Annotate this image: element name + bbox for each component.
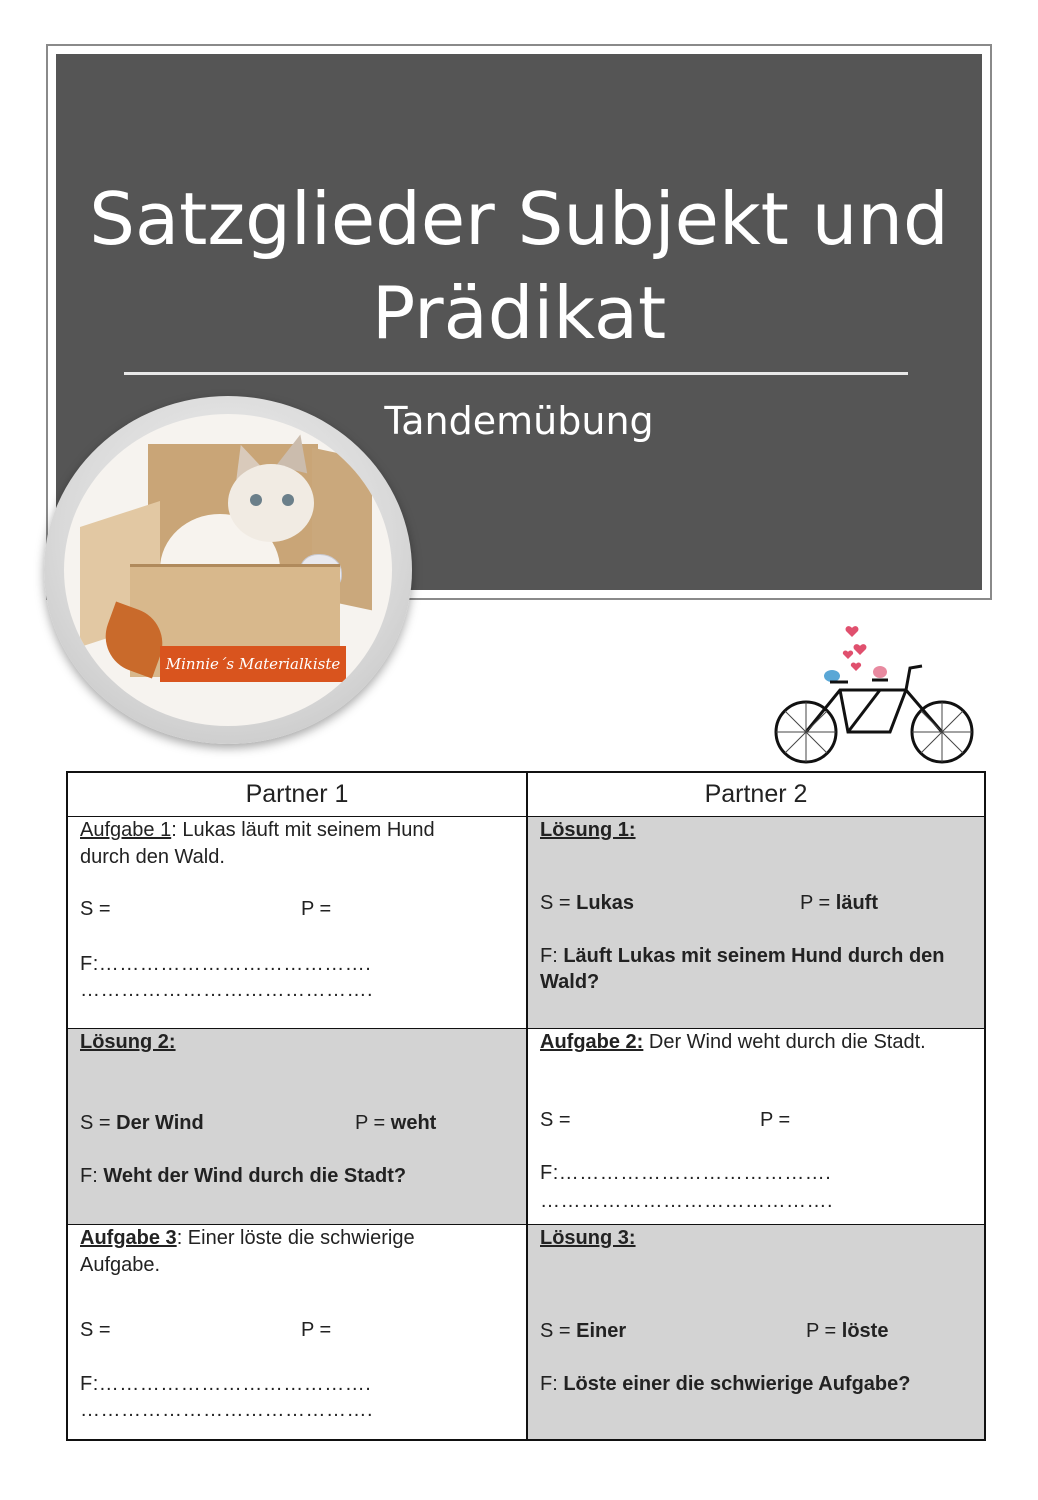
subject-blank: S = <box>80 1319 111 1341</box>
task-heading: Aufgabe 2: <box>540 1031 644 1053</box>
tandem-exercise-table <box>66 771 986 1441</box>
solution-cell-2 <box>68 1029 526 1225</box>
predicate-blank: P = <box>760 1109 791 1131</box>
column-divider <box>526 773 528 1439</box>
question-blank-line-1: F:…………………………………. <box>80 953 372 975</box>
solution-heading: Lösung 1: <box>540 819 636 841</box>
subject-blank: S = <box>540 1109 571 1131</box>
title-divider <box>124 372 908 375</box>
title-line-2: Prädikat <box>371 271 667 355</box>
question-answer: F: Löste einer die schwierige Aufgabe? <box>540 1373 911 1395</box>
page-subtitle: Tandemübung <box>384 399 654 443</box>
task-sentence: : Einer löste die schwierige <box>176 1227 415 1249</box>
question-blank-line-2: ……………………………………. <box>80 979 374 1001</box>
logo-badge <box>44 396 412 744</box>
question-blank-line-2: ……………………………………. <box>80 1399 374 1421</box>
tandem-bike-icon <box>770 620 982 770</box>
solution-heading: Lösung 3: <box>540 1227 636 1249</box>
question-blank-line-1: F:…………………………………. <box>80 1373 372 1395</box>
question-blank-line-2: ……………………………………. <box>540 1190 834 1212</box>
subject-answer: S = Lukas <box>540 892 634 914</box>
question-answer: F: Weht der Wind durch die Stadt? <box>80 1165 407 1187</box>
solution-heading: Lösung 2: <box>80 1031 176 1053</box>
task-cell-3 <box>68 1225 526 1439</box>
task-cell-1 <box>68 817 526 1029</box>
subject-blank: S = <box>80 898 111 920</box>
task-sentence-continued: Aufgabe. <box>80 1254 161 1276</box>
task-heading: Aufgabe 1 <box>80 819 172 841</box>
predicate-answer: P = weht <box>355 1112 437 1134</box>
task-sentence-continued: durch den Wald. <box>80 846 225 868</box>
logo-label: Minnie´s Materialkiste <box>160 646 346 682</box>
page-title <box>56 172 982 360</box>
task-sentence: Der Wind weht durch die Stadt. <box>643 1031 926 1053</box>
column-header-partner-1: Partner 1 <box>68 773 526 817</box>
kitten-in-box-picture <box>64 414 392 726</box>
predicate-answer: P = läuft <box>800 892 878 914</box>
subject-answer: S = Einer <box>540 1320 627 1342</box>
column-header-partner-2: Partner 2 <box>528 773 984 817</box>
question-blank-line-1: F:…………………………………. <box>540 1162 832 1184</box>
question-answer: F: Läuft Lukas mit seinem Hund durch den <box>540 945 945 967</box>
solution-cell-1 <box>528 817 984 1029</box>
solution-cell-3 <box>528 1225 984 1439</box>
task-cell-2 <box>528 1029 984 1225</box>
task-heading: Aufgabe 3 <box>80 1227 177 1249</box>
title-line-1: Satzglieder Subjekt und <box>89 177 949 261</box>
predicate-answer: P = löste <box>806 1320 889 1342</box>
subject-answer: S = Der Wind <box>80 1112 204 1134</box>
task-sentence: : Lukas läuft mit seinem Hund <box>171 819 435 841</box>
predicate-blank: P = <box>301 898 332 920</box>
predicate-blank: P = <box>301 1319 332 1341</box>
question-answer-continued: Wald? <box>540 971 600 993</box>
